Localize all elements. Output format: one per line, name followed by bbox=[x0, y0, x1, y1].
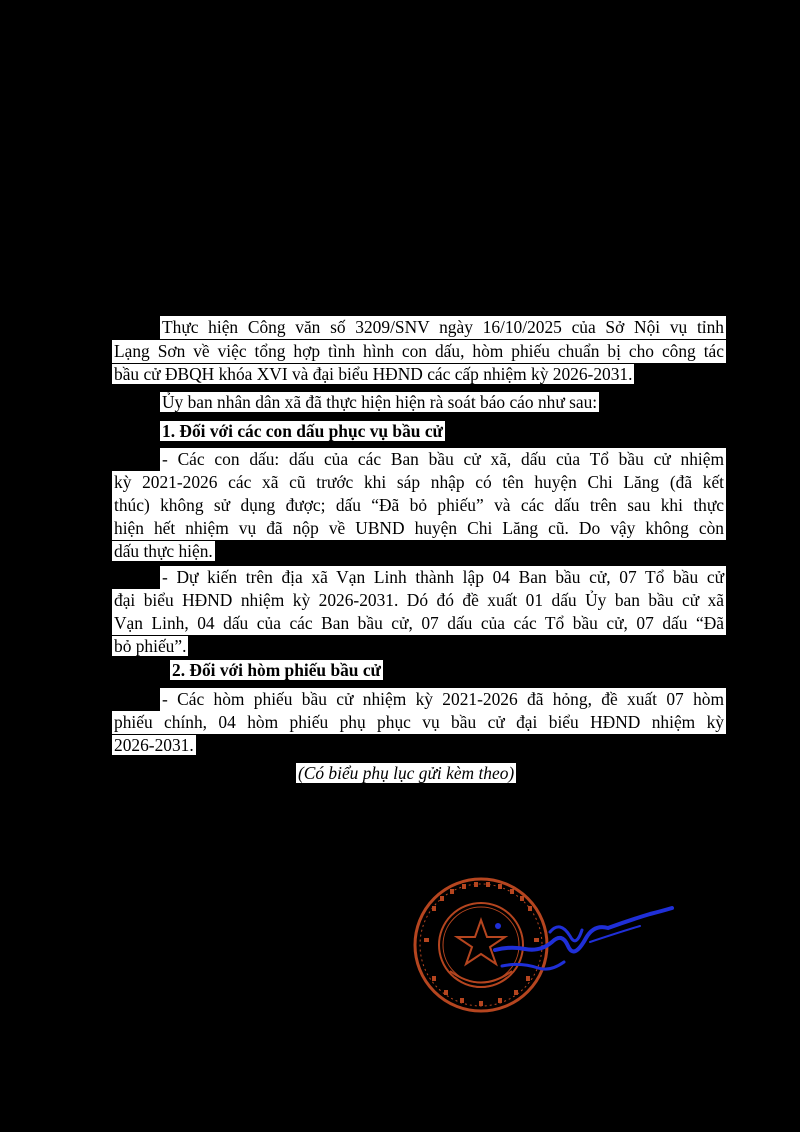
para4-line2: đại biểu HĐND nhiệm kỳ 2026-2031. Dó đó đề xuất 01 dấu Ủy ban bầu cử xã bbox=[114, 590, 724, 610]
heading-section-2: 2. Đối với hòm phiếu bầu cử bbox=[172, 660, 381, 680]
para3-line5: dấu thực hiện. bbox=[114, 541, 213, 561]
para4-line1: - Dự kiến trên địa xã Vạn Linh thành lập 04 Ban bầu cử, 07 Tổ bầu cử bbox=[162, 567, 724, 587]
heading-section-1: 1. Đối với các con dấu phục vụ bầu cử bbox=[162, 421, 443, 441]
para3-line1: - Các con dấu: dấu của các Ban bầu cử xã, dấu của Tổ bầu cử nhiệm bbox=[162, 449, 724, 469]
para4-line3: Vạn Linh, 04 dấu của các Ban bầu cử, 07 dấu của các Tổ bầu cử, 07 dấu “Đã bbox=[114, 613, 724, 633]
appendix-note: (Có biểu phụ lục gửi kèm theo) bbox=[298, 763, 515, 783]
para1-line1: Thực hiện Công văn số 3209/SNV ngày 16/10/2025 của Sở Nội vụ tỉnh bbox=[162, 317, 724, 337]
para3-line2: kỳ 2021-2026 các xã cũ trước khi sáp nhập có tên huyện Chi Lăng (đã kết bbox=[114, 472, 724, 492]
para3-line4: hiện hết nhiệm vụ đã nộp về UBND huyện Chi Lăng cũ. Do vậy không còn bbox=[114, 518, 724, 538]
para5-line2: phiếu chính, 04 hòm phiếu phụ phục vụ bầu cử đại biểu HĐND nhiệm kỳ bbox=[114, 712, 724, 732]
para5-line1: - Các hòm phiếu bầu cử nhiệm kỳ 2021-2026 đã hỏng, đề xuất 07 hòm bbox=[162, 689, 724, 709]
para1-line2: Lạng Sơn về việc tổng hợp tình hình con dấu, hòm phiếu chuẩn bị cho công tác bbox=[114, 341, 724, 361]
para5-line3: 2026-2031. bbox=[114, 735, 194, 755]
para3-line3: thúc) không sử dụng được; dấu “Đã bỏ phiếu” và các dấu trên sau khi thực bbox=[114, 495, 724, 515]
para2-line1: Ủy ban nhân dân xã đã thực hiện hiện rà soát báo cáo như sau: bbox=[162, 392, 598, 412]
para1-line3: bầu cử ĐBQH khóa XVI và đại biểu HĐND các cấp nhiệm kỳ 2026-2031. bbox=[114, 364, 633, 384]
para4-line4: bỏ phiếu”. bbox=[114, 636, 187, 656]
signature-icon bbox=[490, 902, 680, 982]
